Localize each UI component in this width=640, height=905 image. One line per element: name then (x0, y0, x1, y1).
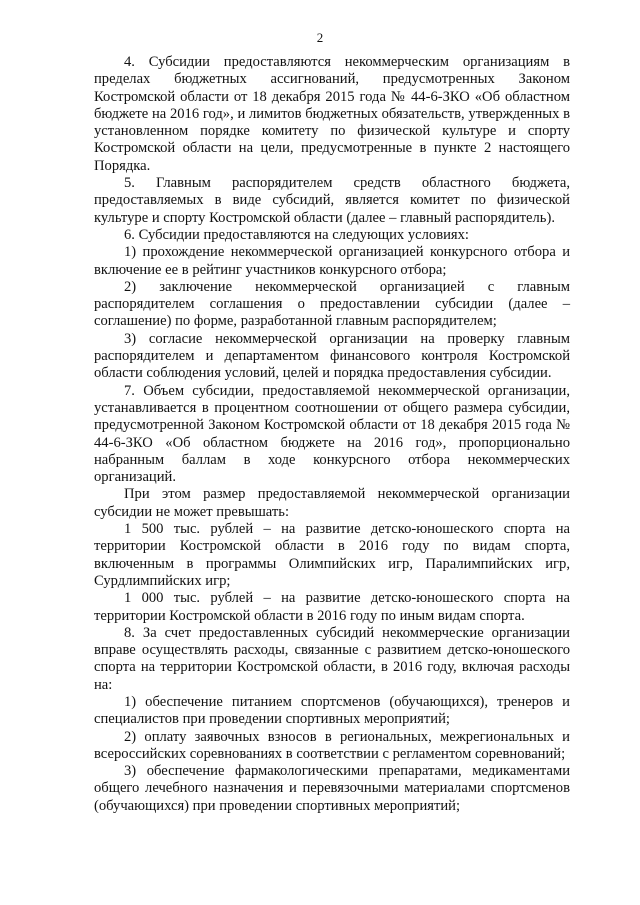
paragraph-5: 5. Главным распорядителем средств областного бюджета, предоставляемых в виде субсидий, является комитет по физической культуре и спорту Костромской области (далее – главный распорядитель). (94, 175, 570, 226)
paragraph-8-item-3: 3) обеспечение фармакологическими препаратами, медикаментами общего лечебного назначения и перевязочными материалами спортсменов (обучающихся) при проведении спортивных мероприятий; (94, 763, 570, 814)
paragraph-6: 6. Субсидии предоставляются на следующих условиях: (124, 226, 469, 243)
paragraph-8-item-2: 2) оплату заявочных взносов в региональных, межрегиональных и всероссийских соревнованиях в соответствии с регламентом соревнований; (94, 728, 570, 762)
paragraph-7-limit-intro: При этом размер предоставляемой некоммерческой организации субсидии не может превышать: (94, 486, 570, 520)
paragraph-6-item-3: 3) согласие некоммерческой организации на проверку главным распорядителем и департаментом финансового контроля Костромской области соблюдения условий, целей и порядка предоставления субсидии. (94, 330, 570, 382)
document-body (94, 54, 570, 815)
paragraph-8: 8. За счет предоставленных субсидий некоммерческие организации вправе осуществлять расходы, связанные с развитием детско-юношеского спорта на территории Костромской области, в 2016 году, включая расходы на: (94, 624, 570, 693)
paragraph-7-limit-other: 1 000 тыс. рублей – на развитие детско-юношеского спорта на территории Костромской области в 2016 году по иным видам спорта. (94, 590, 570, 624)
paragraph-7-limit-olympic: 1 500 тыс. рублей – на развитие детско-юношеского спорта на территории Костромской области в 2016 году по видам спорта, включенным в программы Олимпийских игр, Паралимпийских игр, Сурдлимпийских игр; (94, 521, 570, 589)
paragraph-6-item-2: 2) заключение некоммерческой организацией с главным распорядителем соглашения о предоставлении субсидии (далее – соглашение) по форме, разработанной главным распорядителем; (94, 278, 570, 330)
paragraph-8-item-1: 1) обеспечение питанием спортсменов (обучающихся), тренеров и специалистов при проведении спортивных мероприятий; (94, 693, 570, 728)
paragraph-4: 4. Субсидии предоставляются некоммерческим организациям в пределах бюджетных ассигнований, предусмотренных Законом Костромской области от 18 декабря 2015 года № 44-6-ЗКО «Об областном бюджете на 2016 год», и лимитов бюджетных обязательств, утвержденных в установленном порядке комитету по физической культуре и спорту Костромской области на цели, предусмотренные в пункте 2 настоящего Порядка. (94, 54, 570, 174)
paragraph-6-item-1: 1) прохождение некоммерческой организацией конкурсного отбора и включение ее в рейтинг участников конкурсного отбора; (94, 244, 570, 278)
page-number: 2 (316, 30, 324, 45)
paragraph-7: 7. Объем субсидии, предоставляемой некоммерческой организации, устанавливается в процентном соотношении от общего размера субсидии, предусмотренной Законом Костромской области от 18 декабря 2015 года № 44-6-ЗКО «Об областном бюджете на 2016 год», пропорционально набранным баллам в ходе конкурсного отбора некоммерческих организаций. (94, 382, 570, 486)
